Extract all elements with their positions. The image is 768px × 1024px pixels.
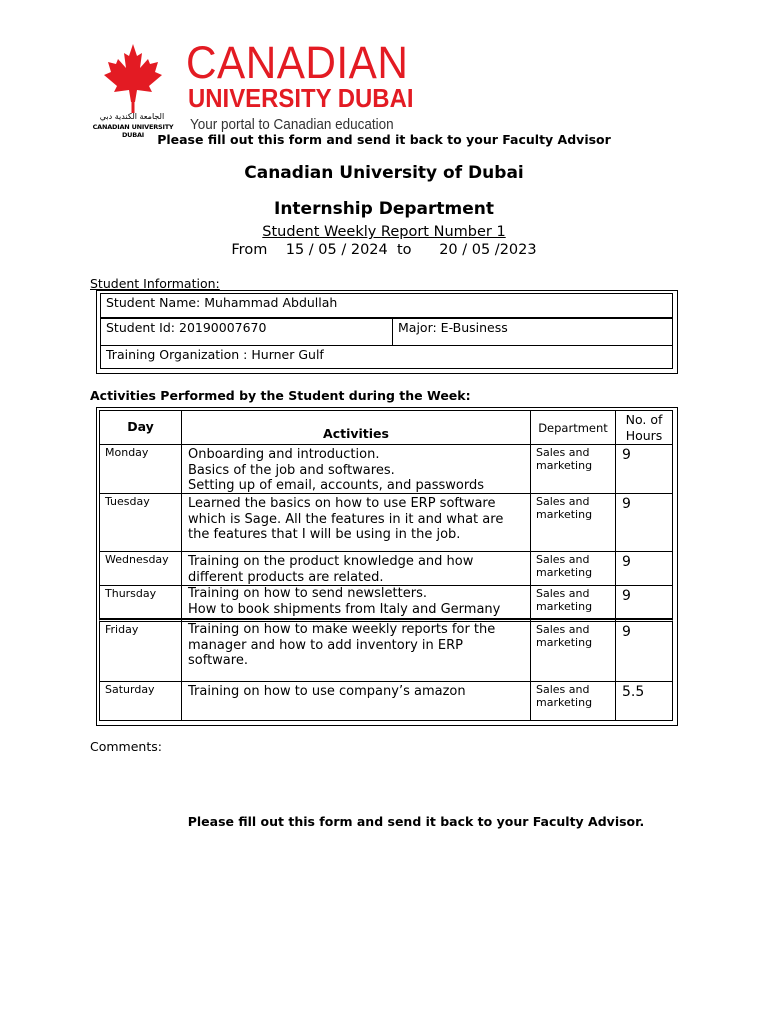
student-name-field: Student Name: Muhammad Abdullah [100,293,673,318]
header-department: Department [530,410,616,445]
header-hours: No. of Hours [615,410,673,445]
row-friday-hours: 9 [615,619,673,682]
row-saturday-day: Saturday [99,681,182,721]
row-wednesday-day: Wednesday [99,551,182,586]
row-monday-department: Sales and marketing [530,444,616,494]
row-wednesday-hours: 9 [615,551,673,586]
header-activities: Activities [181,410,531,445]
row-thursday-day: Thursday [99,585,182,619]
row-monday-hours: 9 [615,444,673,494]
training-organization-field: Training Organization : Hurner Gulf [100,345,673,369]
maple-leaf-logo-icon [104,44,162,114]
logo-wordmark-university-dubai: UNIVERSITY DUBAI [188,83,414,113]
row-saturday-activities: Training on how to use company’s amazon [181,681,531,721]
report-title: Student Weekly Report Number 1 [262,224,506,240]
row-monday-activities: Onboarding and introduction. Basics of the job and softwares. Setting up of email, accounts, and passwords [181,444,531,494]
row-tuesday-department: Sales and marketing [530,493,616,552]
row-tuesday-activities: Learned the basics on how to use ERP software which is Sage. All the features in it and what are the features that I will be using in the job. [181,493,531,552]
row-thursday-department: Sales and marketing [530,585,616,619]
row-friday-department: Sales and marketing [530,619,616,682]
row-thursday-activities: Training on how to send newsletters. How to book shipments from Italy and Germany [181,585,531,619]
logo-tagline: Your portal to Canadian education [190,116,394,133]
logo-arabic-text: الجامعة الكندية دبي [99,112,165,121]
header-day: Day [99,410,182,445]
comments-label: Comments: [90,739,162,754]
row-saturday-department: Sales and marketing [530,681,616,721]
row-tuesday-hours: 9 [615,493,673,552]
row-friday-activities: Training on how to make weekly reports for the manager and how to add inventory in ERP software. [181,619,531,682]
logo-wordmark-canadian: CANADIAN [186,37,409,88]
bottom-instruction-note: Please fill out this form and send it back to your Faculty Advisor. [187,814,645,829]
row-monday-day: Monday [99,444,182,494]
row-wednesday-activities: Training on the product knowledge and how different products are related. [181,551,531,586]
department-title: Internship Department [274,199,494,219]
major-field: Major: E-Business [392,318,673,346]
row-saturday-hours: 5.5 [615,681,673,721]
row-tuesday-day: Tuesday [99,493,182,552]
row-thursday-hours: 9 [615,585,673,619]
top-instruction-note: Please fill out this form and send it back to your Faculty Advisor [157,132,611,147]
student-id-field: Student Id: 20190007670 [100,318,393,346]
student-info-label: Student Information: [90,276,220,291]
report-date-range: From 15 / 05 / 2024 to 20 / 05 /2023 [231,242,537,258]
row-friday-day: Friday [99,619,182,682]
row-wednesday-department: Sales and marketing [530,551,616,586]
logo-small-name: CANADIAN UNIVERSITY DUBAI [92,123,174,139]
activities-label: Activities Performed by the Student during the Week: [90,388,471,403]
university-title: Canadian University of Dubai [244,163,524,183]
